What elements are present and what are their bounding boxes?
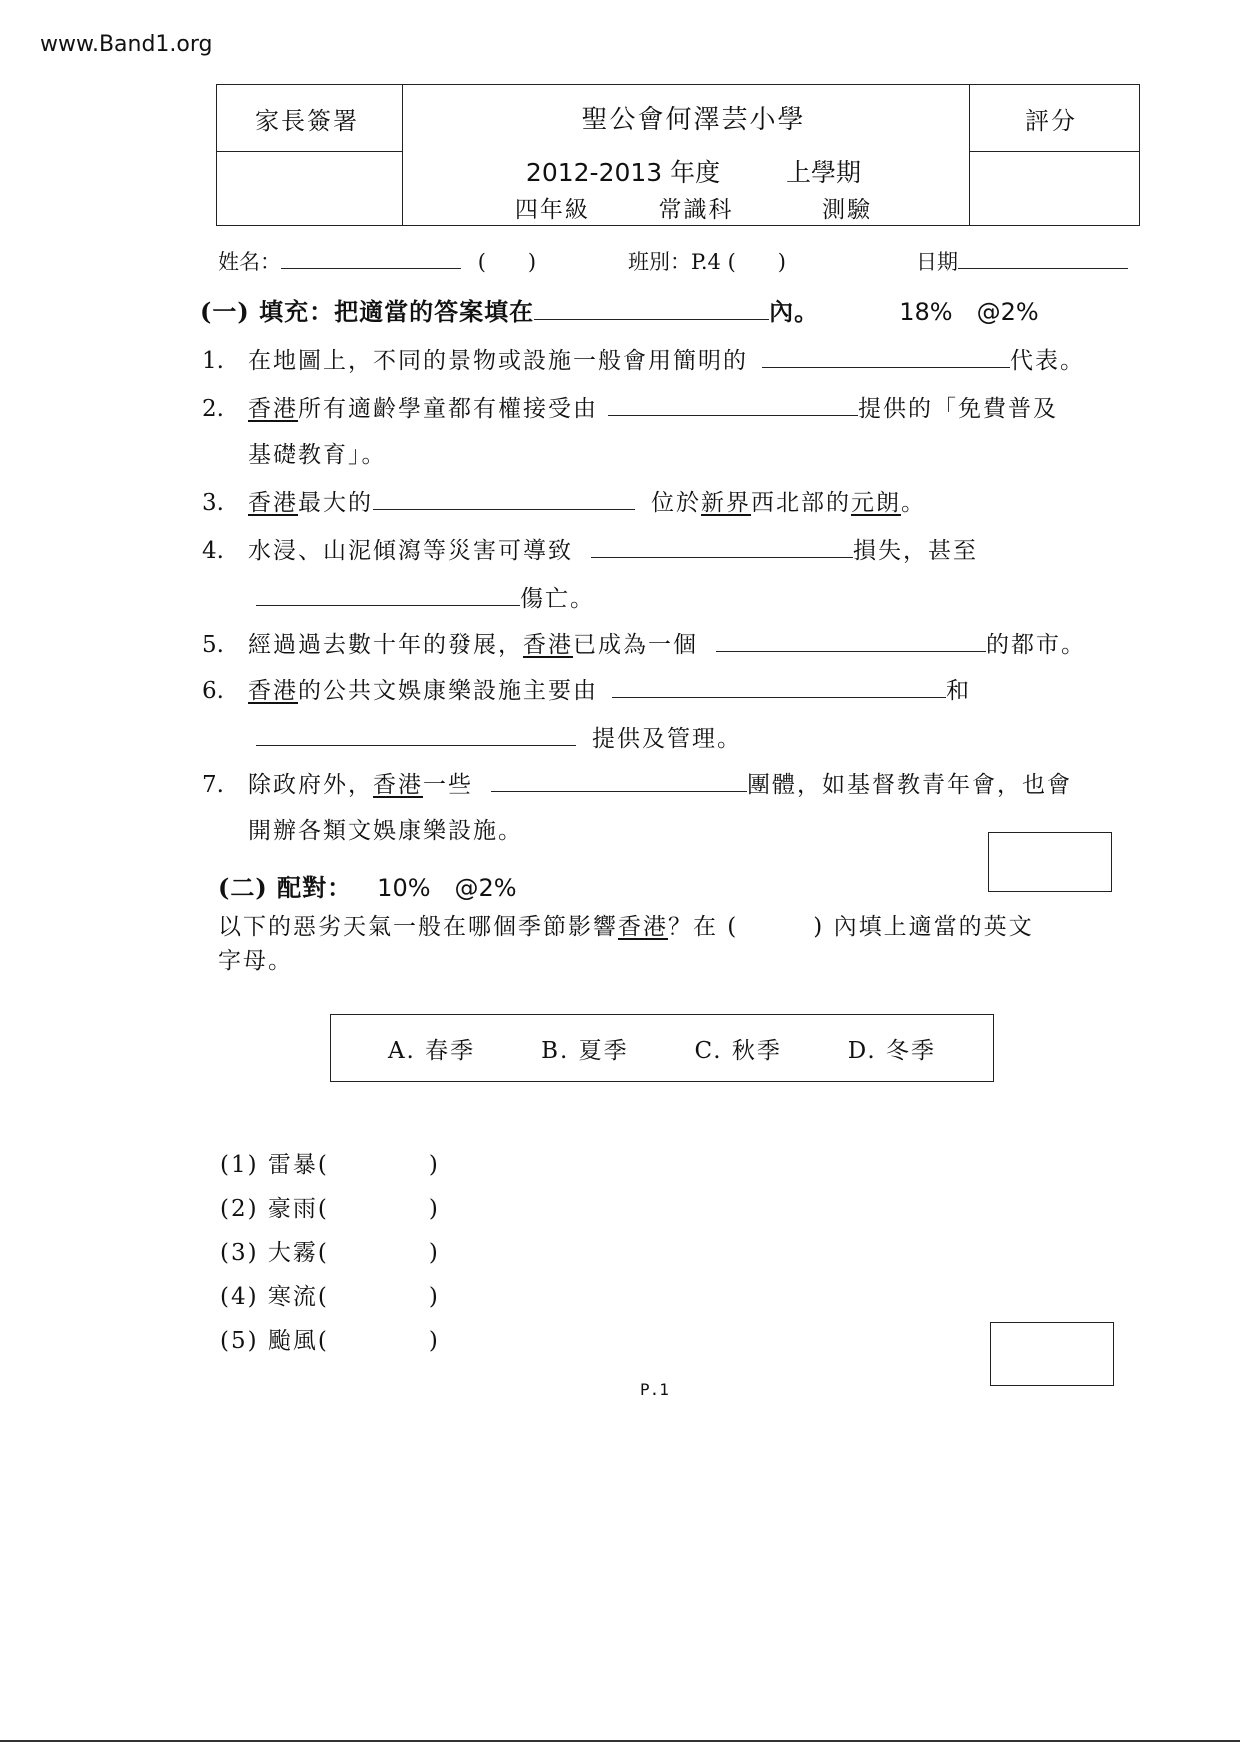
q2-text-end: 提供的「免費普及 [858,396,1058,422]
question-5 [202,626,1086,659]
question-7 [202,766,1072,799]
q7-text-end: 團體，如基督教青年會，也會 [747,772,1072,798]
q7-text-mid: 一些 [423,772,473,798]
question-1 [202,342,1085,375]
match-item-2[interactable]: (2) 豪雨( ) [220,1196,440,1222]
q3-hongkong: 香港 [248,490,298,516]
q3-new-territories: 新界 [701,490,751,516]
q6-and: 和 [946,678,971,704]
q3-number: 3. [202,490,224,516]
q1-text-end: 代表。 [1010,348,1085,374]
q2-text: 所有適齡學童都有權接受由 [298,396,598,422]
q4-line2 [256,580,595,613]
q4-blank-2[interactable] [256,585,520,606]
q2-hongkong: 香港 [248,396,298,422]
q2-number: 2. [202,396,224,422]
question-6 [202,672,971,705]
q6-blank-2[interactable] [256,725,576,746]
exam-type: 測驗 [822,197,873,223]
page-number: P.1 [640,1380,669,1399]
instr-hongkong: 香港 [618,914,668,940]
q3-northwest: 西北部的 [751,490,851,516]
section2-instructions [218,908,1034,941]
match-item-4[interactable]: (4) 寒流( ) [220,1284,440,1310]
subject: 常識科 [658,197,734,223]
grade: 四年級 [514,197,590,223]
q5-blank[interactable] [716,631,986,652]
q4-text: 水浸、山泥傾瀉等災害可導致 [248,538,573,564]
q7-text: 除政府外， [248,772,373,798]
question-2 [202,390,1058,423]
option-a: A. 春季 [387,1037,476,1064]
match-item-5[interactable]: (5) 颱風( ) [220,1328,440,1354]
q4-number: 4. [202,538,224,564]
name-field[interactable] [281,250,461,269]
student-info-row [218,246,536,276]
school-year: 2012-2013 年度 [525,158,721,187]
section2-instructions-line2: 字母。 [218,948,293,974]
date-field[interactable] [958,250,1128,269]
q4-blank-1[interactable] [591,537,853,558]
q7-line2: 開辦各類文娛康樂設施。 [248,818,523,844]
footer-divider [0,1740,1240,1742]
q3-text: 最大的 [298,490,373,516]
q3-blank[interactable] [373,489,635,510]
class-label[interactable]: 班別：P.4 ( ) [628,250,786,274]
instr-text: 以下的惡劣天氣一般在哪個季節影響 [218,914,618,940]
q6-hongkong: 香港 [248,678,298,704]
class-number-field[interactable]: ( ) [477,250,537,274]
q6-blank-1[interactable] [612,677,946,698]
date-label: 日期 [916,250,958,274]
section1-score-box[interactable] [988,832,1112,892]
section2-marks: 10% @2% [377,874,517,902]
q7-hongkong: 香港 [373,772,423,798]
q4-text-end: 傷亡。 [520,586,595,612]
q6-text: 的公共文娛康樂設施主要由 [298,678,598,704]
section1-heading [200,292,1039,327]
q5-number: 5. [202,632,224,658]
score-label: 評分 [1025,107,1077,135]
school-name: 聖公會何澤芸小學 [581,105,806,135]
q5-text-mid: 已成為一個 [573,632,698,658]
q6-text-end: 提供及管理。 [592,726,742,752]
instr-text-end: ？在 ( ) 內填上適當的英文 [668,914,1034,940]
section1-marks: 18% @2% [899,298,1039,326]
q7-blank[interactable] [491,771,747,792]
q3-located: 位於 [651,490,701,516]
q2-line2: 基礎教育」。 [248,442,387,468]
season-options-box [330,1014,994,1082]
q2-blank[interactable] [608,395,858,416]
name-label: 姓名： [218,250,281,274]
date-row [916,246,1128,276]
parent-signature-label: 家長簽署 [255,107,359,135]
q5-text: 經過過去數十年的發展， [248,632,523,658]
option-c: C. 秋季 [694,1037,782,1064]
q5-hongkong: 香港 [523,632,573,658]
example-blank [534,299,769,320]
option-b: B. 夏季 [541,1037,629,1064]
q3-yuen-long: 元朗 [851,490,901,516]
q6-line2 [256,720,742,753]
section2-score-box[interactable] [990,1322,1114,1386]
school-year-row [402,153,985,189]
section1-title-end: 內。 [769,297,820,326]
question-4 [202,532,978,565]
match-item-3[interactable]: (3) 大霧( ) [220,1240,440,1266]
q1-blank[interactable] [762,347,1010,368]
exam-row [402,191,985,224]
match-item-1[interactable]: (1) 雷暴( ) [220,1152,440,1178]
q6-number: 6. [202,678,224,704]
option-d: D. 冬季 [847,1037,937,1064]
website-watermark: www.Band1.org [40,32,213,57]
question-3 [202,484,926,517]
q1-text: 在地圖上，不同的景物或設施一般會用簡明的 [248,348,748,374]
section2-title: (二) 配對： [218,873,353,902]
q1-number: 1. [202,348,224,374]
term: 上學期 [786,158,862,187]
header-table [216,84,1140,226]
q5-text-end: 的都市。 [986,632,1086,658]
q3-end: 。 [901,490,926,516]
q4-text-mid: 損失，甚至 [853,538,978,564]
q7-number: 7. [202,772,224,798]
section1-title: (一) 填充：把適當的答案填在 [200,297,535,326]
section2-heading [218,868,517,903]
